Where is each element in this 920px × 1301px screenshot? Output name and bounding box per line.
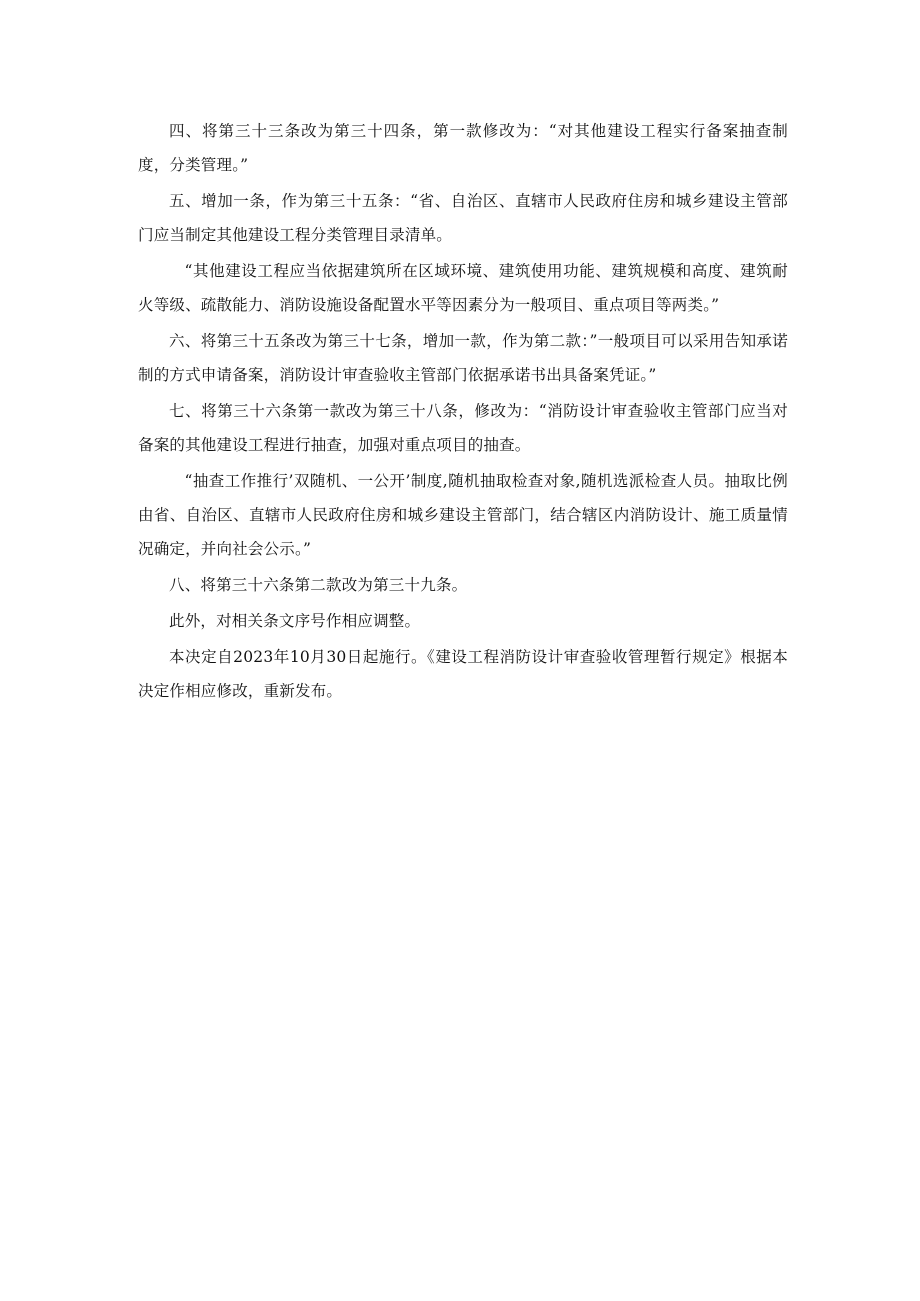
paragraph-article-37: 六、将第三十五条改为第三十七条，增加一款，作为第二款：”一般项目可以采用告知承诺制的方式申请备案，消防设计审查验收主管部门依据承诺书出具备案凭证。”	[138, 332, 788, 384]
paragraph-article-34: 四、将第三十三条改为第三十四条，第一款修改为：“对其他建设工程实行备案抽查制度，分类管理。”	[138, 122, 788, 174]
paragraph-article-39: 八、将第三十六条第二款改为第三十九条。	[169, 576, 468, 594]
paragraph-article-35-quote: “其他建设工程应当依据建筑所在区域环境、建筑使用功能、建筑规模和高度、建筑耐火等级、疏散能力、消防设施设备配置水平等因素分为一般项目、重点项目等两类。”	[138, 262, 788, 314]
paragraph-article-38-quote: “抽查工作推行’双随机、一公开’制度,随机抽取检查对象,随机选派检查人员。抽取比例由省、自治区、直辖市人民政府住房和城乡建设主管部门，结合辖区内消防设计、施工质量情况确定，并向社会公示。”	[138, 472, 788, 558]
paragraph-article-38: 七、将第三十六条第一款改为第三十八条，修改为：“消防设计审查验收主管部门应当对备案的其他建设工程进行抽查，加强对重点项目的抽查。	[138, 402, 788, 454]
document-body	[138, 114, 788, 710]
paragraph-renumbering-note: 此外，对相关条文序号作相应调整。	[169, 612, 421, 630]
paragraph-article-35: 五、增加一条，作为第三十五条：“省、自治区、直辖市人民政府住房和城乡建设主管部门应当制定其他建设工程分类管理目录清单。	[138, 192, 788, 244]
paragraph-effective-date: 本决定自2023年10月30日起施行。《建设工程消防设计审查验收管理暂行规定》根据本决定作相应修改，重新发布。	[138, 648, 788, 700]
